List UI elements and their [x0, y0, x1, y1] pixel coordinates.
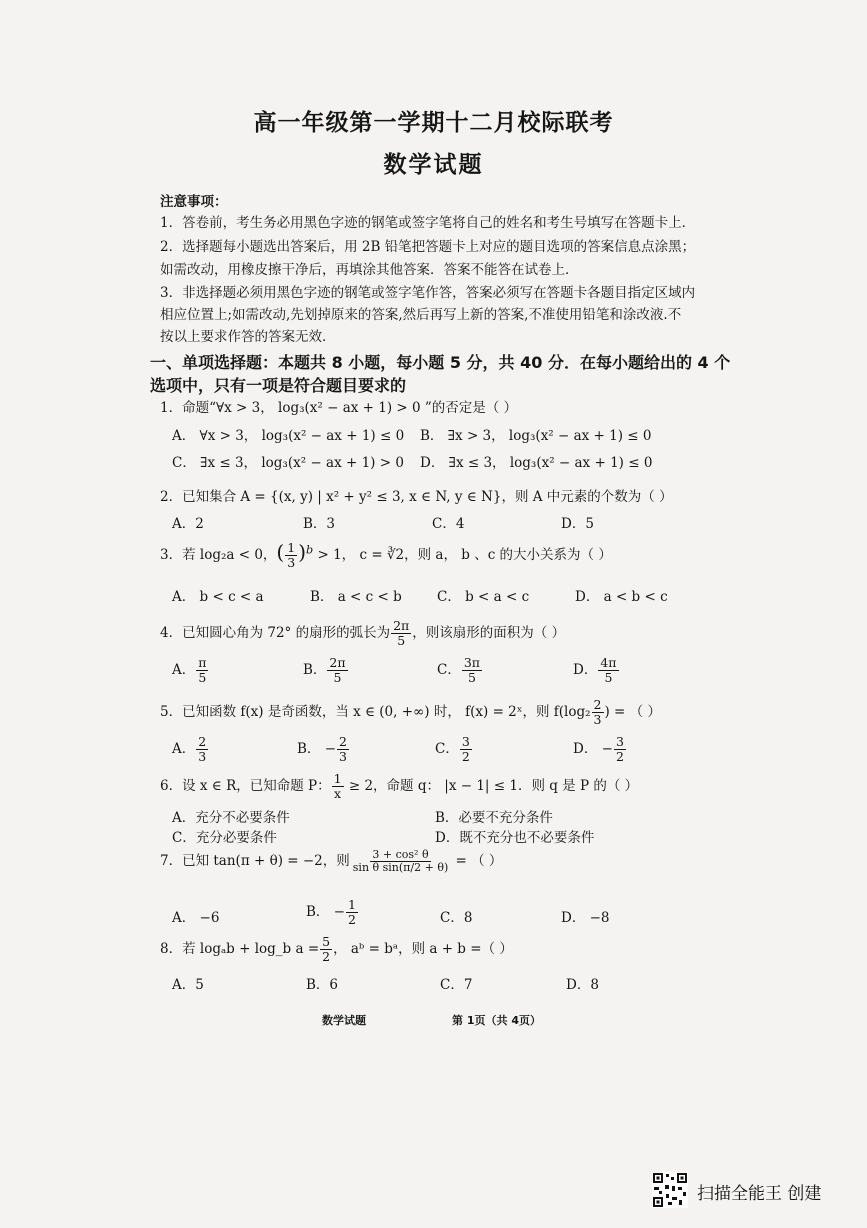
- question-3-stem: 3．若 log₂a < 0，( $\frac{1}{3}$ )$^b$ > 1， c = ∛2，则 a， b 、c 的大小关系为（ ）: [160, 540, 612, 570]
- question-4-option-a: A． $\frac{\pi}{5}$: [172, 655, 207, 685]
- question-2-stem: 2．已知集合 A = {(x, y) | x² + y² ≤ 3, x ∈ N, y ∈ N}，则 A 中元素的个数为（ ）: [160, 489, 673, 505]
- question-8-option-b: B．6: [306, 977, 339, 993]
- question-7-option-c: C．8: [440, 910, 473, 926]
- notice-line: 如需改动，用橡皮擦干净后，再填涂其他答案．答案不能答在试卷上．: [160, 262, 579, 278]
- question-4-option-b: B． $\frac{2\pi}{5}$: [303, 655, 346, 685]
- scanner-watermark: [652, 1170, 852, 1210]
- question-2-option-a: A．2: [172, 516, 204, 532]
- question-5-stem: 5．已知函数 f(x) 是奇函数，当 x ∈ (0, +∞) 时， f(x) = 2ˣ，则 f(log₂ $\frac{2}{3}$ ) = （ ）: [160, 697, 661, 727]
- question-5-option-c: C． $\frac{3}{2}$: [435, 734, 470, 764]
- question-6-option-c: C．充分必要条件: [172, 830, 277, 846]
- question-7-stem: 7．已知 tan(π + θ) = −2，则 $\frac{\text{3 + cos² θ}}{\text{sin θ sin(π/2 + θ)}}$ = （ ）: [160, 848, 503, 875]
- section-heading: 一、单项选择题：本题共 8 小题，每小题 5 分，共 40 分．在每小题给出的 4 个: [150, 353, 731, 372]
- question-4-fraction: $\frac{2\pi}{5}$: [393, 618, 410, 648]
- question-6-fraction: $\frac{1}{x}$: [333, 771, 342, 801]
- question-6-option-d: D．既不充分也不必要条件: [435, 830, 595, 846]
- question-5-option-b: B． − $\frac{2}{3}$: [297, 734, 347, 764]
- question-1-option-c: C． ∃x ≤ 3， log₃(x² − ax + 1) > 0: [172, 455, 404, 471]
- question-3-option-a: A． b < c < a: [172, 589, 264, 605]
- question-3-stem-post: > 1， c = ∛2，则 a， b 、c 的大小关系为（ ）: [313, 547, 612, 563]
- footer-page-number: 第 1页（共 4页）: [452, 1014, 541, 1027]
- question-2-option-b: B．3: [303, 516, 336, 532]
- question-5-option-d: D． − $\frac{3}{2}$: [573, 734, 624, 764]
- question-3-option-b: B． a < c < b: [310, 589, 402, 605]
- question-6-stem: 6．设 x ∈ R，已知命题 P： $\frac{1}{x}$ ≥ 2，命题 q： |x − 1| ≤ 1．则 q 是 P 的（ ）: [160, 771, 639, 801]
- exam-title: 高一年级第一学期十二月校际联考: [253, 110, 614, 136]
- question-3-fraction: $\frac{1}{3}$: [287, 540, 296, 570]
- question-3-exponent: b: [306, 543, 314, 557]
- question-1-stem: 1．命题“∀x > 3， log₃(x² − ax + 1) > 0 ”的否定是（ ）: [160, 400, 518, 416]
- question-6-option-a: A．充分不必要条件: [172, 810, 290, 826]
- question-8-stem: 8．若 logₐb + log_b a = $\frac{5}{2}$ ， aᵇ = bᵃ，则 a + b =（ ）: [160, 934, 513, 964]
- footer-subject: 数学试题: [322, 1014, 366, 1027]
- question-8-fraction: $\frac{5}{2}$: [322, 934, 331, 964]
- question-7-option-a: A． −6: [172, 910, 220, 926]
- question-2-option-d: D．5: [561, 516, 594, 532]
- scanner-label: 扫描全能王 创建: [697, 1184, 822, 1204]
- question-4-option-d: D． $\frac{4\pi}{5}$: [573, 655, 617, 685]
- question-1-option-d: D． ∃x ≤ 3， log₃(x² − ax + 1) ≤ 0: [420, 455, 653, 471]
- question-8-option-d: D．8: [566, 977, 599, 993]
- question-3-option-d: D． a < b < c: [575, 589, 668, 605]
- question-7-fraction: $\frac{\text{3 + cos² θ}}{\text{sin θ sin(π/2 + θ)}}$: [352, 848, 449, 875]
- qr-code-icon: [652, 1172, 688, 1208]
- question-8-option-c: C．7: [440, 977, 473, 993]
- section-heading-cont: 选项中，只有一项是符合题目要求的: [150, 376, 407, 395]
- exam-subtitle: 数学试题: [383, 152, 484, 178]
- notice-line: 2．选择题每小题选出答案后，用 2B 铅笔把答题卡上对应的题目选项的答案信息点涂黑；: [160, 239, 696, 255]
- notice-line: 相应位置上;如需改动,先划掉原来的答案,然后再写上新的答案,不准使用铅笔和涂改液.不: [160, 307, 682, 323]
- question-4-stem: 4．已知圆心角为 72° 的扇形的弧长为 $\frac{2\pi}{5}$ ，则该扇形的面积为（ ）: [160, 618, 566, 648]
- question-7-option-d: D． −8: [561, 910, 610, 926]
- question-6-option-b: B．必要不充分条件: [435, 810, 553, 826]
- question-7-option-b: B． − $\frac{1}{2}$: [306, 897, 356, 927]
- question-5-option-a: A． $\frac{2}{3}$: [172, 734, 207, 764]
- question-5-fraction: $\frac{2}{3}$: [593, 697, 602, 727]
- question-1-option-b: B． ∃x > 3， log₃(x² − ax + 1) ≤ 0: [420, 428, 652, 444]
- notice-heading: 注意事项：: [160, 194, 228, 210]
- question-3-stem-pre: 3．若 log₂a < 0，: [160, 547, 277, 563]
- question-8-option-a: A．5: [172, 977, 204, 993]
- question-2-option-c: C．4: [432, 516, 465, 532]
- question-1-option-a: A． ∀x > 3， log₃(x² − ax + 1) ≤ 0: [172, 428, 405, 444]
- notice-line: 按以上要求作答的答案无效．: [160, 329, 336, 345]
- notice-line: 1．答卷前，考生务必用黑色字迹的钢笔或签字笔将自己的姓名和考生号填写在答题卡上．: [160, 215, 696, 231]
- notice-line: 3．非选择题必须用黑色字迹的钢笔或签字笔作答，答案必须写在答题卡各题目指定区域内: [160, 285, 696, 301]
- question-4-option-c: C． $\frac{3\pi}{5}$: [437, 655, 481, 685]
- question-3-option-c: C． b < a < c: [437, 589, 530, 605]
